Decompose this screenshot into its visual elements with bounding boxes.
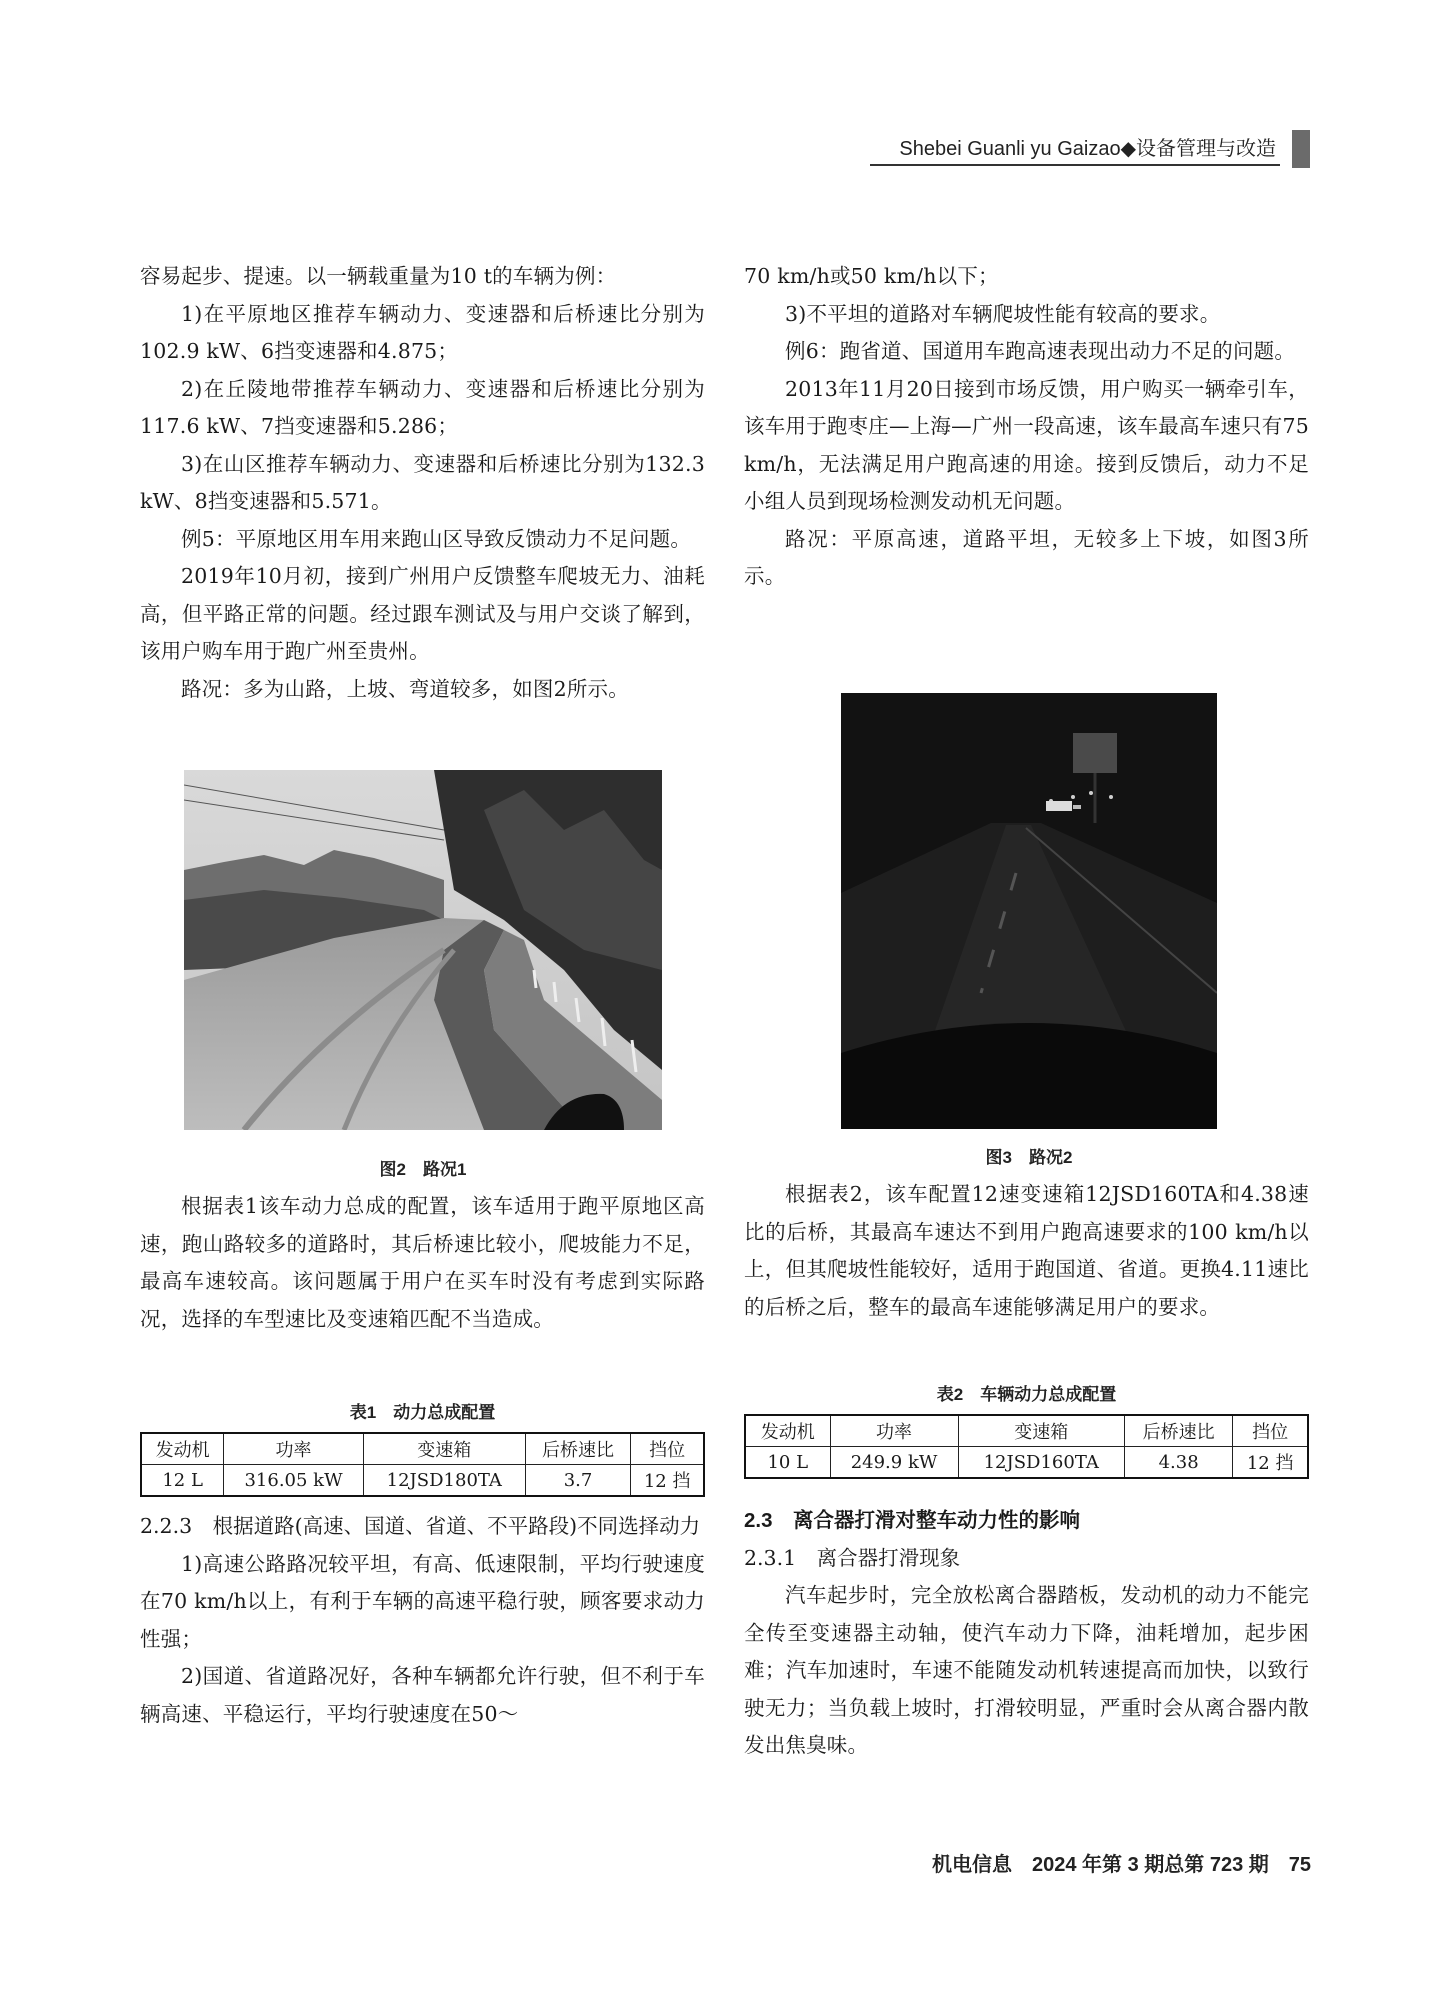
table-cell: 12JSD180TA bbox=[363, 1465, 525, 1497]
table-cell: 挡位 bbox=[631, 1433, 704, 1465]
table-cell: 316.05 kW bbox=[224, 1465, 364, 1497]
table-2-data-row bbox=[745, 1447, 1308, 1479]
page-footer: 机电信息 2024 年第 3 期总第 723 期 75 bbox=[931, 1854, 1311, 1876]
left-paragraph-8: 根据表1该车动力总成的配置，该车适用于跑平原地区高速，跑山路较多的道路时，其后桥速比较小，爬坡能力不足，最高车速较高。该问题属于用户在买车时没有考虑到实际路况，选择的车型速比及变速箱匹配不当造成。 bbox=[140, 1194, 705, 1331]
right-paragraph-4: 2013年11月20日接到市场反馈，用户购买一辆牵引车，该车用于跑枣庄—上海—广州一段高速，该车最高车速只有75 km/h，无法满足用户跑高速的用途。接到反馈后，动力不足小组人员到现场检测发动机无问题。 bbox=[744, 376, 1309, 513]
right-column-bottom bbox=[744, 1502, 1309, 1765]
section-2-2-3-heading: 2.2.3 根据道路(高速、国道、省道、不平路段)不同选择动力 bbox=[140, 1514, 701, 1538]
table-2-caption: 表2 车辆动力总成配置 bbox=[936, 1385, 1117, 1404]
right-paragraph-6: 根据表2，该车配置12速变速箱12JSD160TA和4.38速比的后桥，其最高车速达不到用户跑高速要求的100 km/h以上，但其爬坡性能较好，适用于跑国道、省道。更换4.11速比的后桥之后，整车的最高车速能够满足用户的要求。 bbox=[744, 1182, 1309, 1319]
table-cell: 后桥速比 bbox=[1124, 1415, 1232, 1447]
running-header bbox=[700, 130, 1310, 170]
figure-3-caption: 图3 路况2 bbox=[985, 1148, 1073, 1167]
table-1 bbox=[140, 1432, 705, 1497]
table-cell: 发动机 bbox=[141, 1433, 224, 1465]
table-1-data-row bbox=[141, 1465, 704, 1497]
right-paragraph-2: 3)不平坦的道路对车辆爬坡性能有较高的要求。 bbox=[785, 301, 1221, 326]
left-paragraph-4: 3)在山区推荐车辆动力、变速器和后桥速比分别为132.3 kW、8挡变速器和5.571。 bbox=[140, 451, 705, 513]
header-rule bbox=[870, 164, 1280, 166]
left-paragraph-3: 2)在丘陵地带推荐车辆动力、变速器和后桥速比分别为117.6 kW、7挡变速器和5.286； bbox=[140, 376, 705, 438]
table-cell: 发动机 bbox=[745, 1415, 830, 1447]
table-cell: 变速箱 bbox=[363, 1433, 525, 1465]
table-cell: 12JSD160TA bbox=[958, 1447, 1124, 1479]
left-column-bottom bbox=[140, 1508, 705, 1733]
left-paragraph-5: 例5：平原地区用车用来跑山区导致反馈动力不足问题。 bbox=[181, 526, 692, 551]
left-column-lower bbox=[140, 1188, 705, 1338]
left-paragraph-2: 1)在平原地区推荐车辆动力、变速器和后桥速比分别为102.9 kW、6挡变速器和4.875； bbox=[140, 301, 705, 363]
table-cell: 249.9 kW bbox=[830, 1447, 958, 1479]
table-1-caption: 表1 动力总成配置 bbox=[349, 1403, 496, 1422]
right-paragraph-1: 70 km/h或50 km/h以下； bbox=[744, 264, 999, 288]
section-2-3-heading: 2.3 离合器打滑对整车动力性的影响 bbox=[744, 1509, 1080, 1532]
right-column bbox=[744, 258, 1309, 596]
table-cell: 12 挡 bbox=[1233, 1447, 1308, 1479]
section-2-3-1-heading: 2.3.1 离合器打滑现象 bbox=[744, 1545, 961, 1570]
table-2 bbox=[744, 1414, 1309, 1479]
left-paragraph-6: 2019年10月初，接到广州用户反馈整车爬坡无力、油耗高，但平路正常的问题。经过跟车测试及与用户交谈了解到，该用户购车用于跑广州至贵州。 bbox=[140, 564, 705, 663]
left-paragraph-10: 2)国道、省道路况好，各种车辆都允许行驶，但不利于车辆高速、平稳运行，平均行驶速度在50～ bbox=[140, 1664, 705, 1726]
table-cell: 3.7 bbox=[525, 1465, 631, 1497]
table-cell: 功率 bbox=[830, 1415, 958, 1447]
table-cell: 4.38 bbox=[1124, 1447, 1232, 1479]
table-cell: 10 L bbox=[745, 1447, 830, 1479]
left-paragraph-7: 路况：多为山路，上坡、弯道较多，如图2所示。 bbox=[181, 676, 629, 701]
header-tab-bar bbox=[1292, 130, 1310, 168]
table-cell: 挡位 bbox=[1233, 1415, 1308, 1447]
right-paragraph-5: 路况：平原高速，道路平坦，无较多上下坡，如图3所示。 bbox=[744, 526, 1309, 588]
table-cell: 功率 bbox=[224, 1433, 364, 1465]
table-2-header-row bbox=[745, 1415, 1308, 1447]
left-paragraph-9: 1)高速公路路况较平坦，有高、低速限制，平均行驶速度在70 km/h以上，有利于车辆的高速平稳行驶，顾客要求动力性强； bbox=[140, 1551, 705, 1651]
left-paragraph-1: 容易起步、提速。以一辆载重量为10 t的车辆为例： bbox=[140, 264, 617, 288]
table-1-header-row bbox=[141, 1433, 704, 1465]
journal-header-text: Shebei Guanli yu Gaizao◆设备管理与改造 bbox=[899, 138, 1276, 160]
figure-2-caption: 图2 路况1 bbox=[379, 1160, 467, 1179]
table-cell: 变速箱 bbox=[958, 1415, 1124, 1447]
right-column-lower bbox=[744, 1176, 1309, 1326]
left-column bbox=[140, 258, 705, 708]
right-paragraph-3: 例6：跑省道、国道用车跑高速表现出动力不足的问题。 bbox=[785, 339, 1296, 363]
table-cell: 后桥速比 bbox=[525, 1433, 631, 1465]
figure-3-night-highway-photo bbox=[841, 693, 1217, 1129]
table-cell: 12 挡 bbox=[631, 1465, 704, 1497]
figure-2-mountain-road-photo bbox=[184, 770, 662, 1130]
right-paragraph-7: 汽车起步时，完全放松离合器踏板，发动机的动力不能完全传至变速器主动轴，使汽车动力下降，油耗增加，起步困难；汽车加速时，车速不能随发动机转速提高而加快，以致行驶无力；当负载上坡时，打滑较明显，严重时会从离合器内散发出焦臭味。 bbox=[744, 1583, 1309, 1757]
table-cell: 12 L bbox=[141, 1465, 224, 1497]
